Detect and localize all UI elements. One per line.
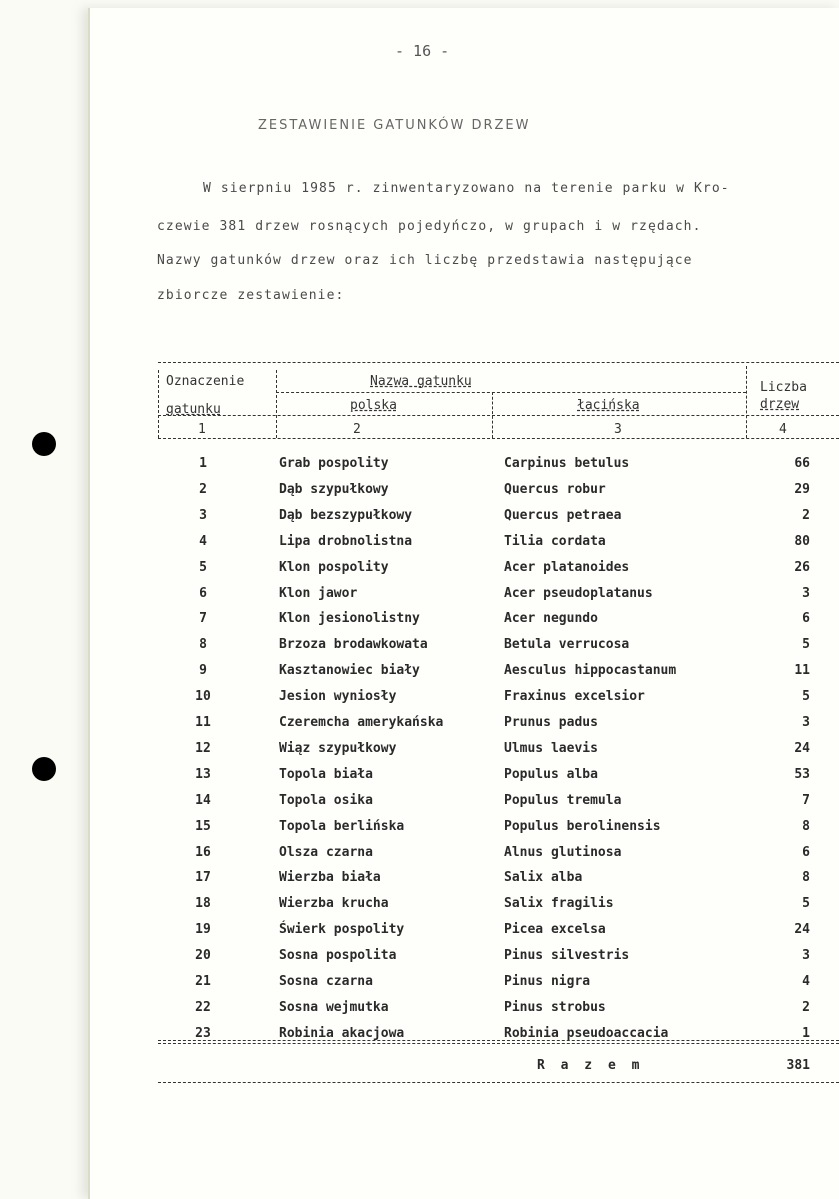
punch-hole xyxy=(32,432,56,456)
species-number: 9 xyxy=(199,663,207,679)
species-number: 20 xyxy=(195,948,211,964)
polish-name: Świerk pospolity xyxy=(279,922,405,938)
polish-name: Klon pospolity xyxy=(279,559,389,575)
intro-line: W sierpniu 1985 r. zinwentaryzowano na terenie parku w Kro- xyxy=(203,181,730,196)
table-header-rule xyxy=(158,438,839,439)
tree-count: 3 xyxy=(802,585,810,601)
polish-name: Wierzba biała xyxy=(279,870,381,886)
species-number: 15 xyxy=(195,818,211,834)
species-number: 18 xyxy=(195,896,211,912)
species-number: 17 xyxy=(195,870,211,886)
table-row xyxy=(0,508,839,534)
latin-name: Populus alba xyxy=(504,766,598,782)
species-number: 22 xyxy=(195,999,211,1015)
polish-name: Jesion wyniosły xyxy=(279,689,397,705)
table-row xyxy=(0,560,839,586)
table-row xyxy=(0,663,839,689)
header-col-number: 2 xyxy=(353,422,361,437)
table-row xyxy=(0,845,839,871)
tree-count: 11 xyxy=(794,663,810,679)
tree-count: 5 xyxy=(802,689,810,705)
header-latin: łacińska xyxy=(577,398,640,413)
latin-name: Tilia cordata xyxy=(504,533,606,549)
polish-name: Topola osika xyxy=(279,792,373,808)
latin-name: Carpinus betulus xyxy=(504,456,630,471)
header-count: Liczba xyxy=(760,380,807,395)
latin-name: Pinus nigra xyxy=(504,974,591,989)
table-row xyxy=(0,1000,839,1026)
table-col-rule xyxy=(746,366,747,438)
table-col-rule xyxy=(158,370,159,438)
tree-count: 6 xyxy=(802,844,810,860)
polish-name: Klon jawor xyxy=(279,585,358,601)
latin-name: Populus berolinensis xyxy=(504,818,661,834)
table-row xyxy=(0,534,839,560)
table-row xyxy=(0,715,839,741)
polish-name: Klon jesionolistny xyxy=(279,611,420,627)
polish-name: Sosna pospolita xyxy=(279,948,397,964)
tree-count: 80 xyxy=(794,533,810,549)
species-number: 1 xyxy=(199,456,207,471)
table-row xyxy=(0,974,839,1000)
latin-name: Prunus padus xyxy=(504,715,598,730)
tree-count: 29 xyxy=(794,481,810,497)
header-col-number: 1 xyxy=(198,422,206,437)
header-polish: polska xyxy=(350,398,397,413)
polish-name: Brzoza brodawkowata xyxy=(279,637,428,653)
latin-name: Populus tremula xyxy=(504,792,622,808)
table-row xyxy=(0,896,839,922)
table-col-rule xyxy=(276,370,277,438)
tree-count: 6 xyxy=(802,611,810,627)
table-row xyxy=(0,793,839,819)
tree-count: 53 xyxy=(794,766,810,782)
polish-name: Kasztanowiec biały xyxy=(279,663,420,679)
table-row xyxy=(0,948,839,974)
page-title: ZESTAWIENIE GATUNKÓW DRZEW xyxy=(258,118,531,133)
header-designation: gatunku xyxy=(166,402,221,417)
species-number: 16 xyxy=(195,844,211,860)
species-number: 10 xyxy=(195,689,211,705)
tree-count: 2 xyxy=(802,999,810,1015)
page-number: - 16 - xyxy=(395,42,450,60)
species-number: 4 xyxy=(199,533,207,549)
latin-name: Fraxinus excelsior xyxy=(504,689,645,705)
table-header-rule xyxy=(276,392,746,393)
species-number: 2 xyxy=(199,481,207,497)
table-row xyxy=(0,819,839,845)
header-col-number: 3 xyxy=(614,422,622,437)
polish-name: Sosna wejmutka xyxy=(279,999,389,1015)
polish-name: Sosna czarna xyxy=(279,974,373,989)
polish-name: Robinia akacjowa xyxy=(279,1025,405,1041)
latin-name: Acer negundo xyxy=(504,611,598,627)
polish-name: Wiąz szypułkowy xyxy=(279,740,397,756)
table-row xyxy=(0,1026,839,1052)
total-value: 381 xyxy=(786,1058,810,1073)
latin-name: Alnus glutinosa xyxy=(504,844,622,860)
table-row xyxy=(0,456,839,482)
species-number: 12 xyxy=(195,740,211,756)
polish-name: Topola berlińska xyxy=(279,818,405,834)
header-designation: Oznaczenie xyxy=(166,374,245,389)
tree-count: 8 xyxy=(802,870,810,886)
intro-line: czewie 381 drzew rosnących pojedyńczo, w grupach i w rzędach. xyxy=(157,219,702,234)
latin-name: Pinus strobus xyxy=(504,999,606,1015)
tree-count: 3 xyxy=(802,948,810,964)
header-col-number: 4 xyxy=(779,422,787,437)
table-col-rule xyxy=(492,392,493,438)
species-number: 3 xyxy=(199,507,207,523)
species-number: 21 xyxy=(195,974,211,989)
latin-name: Betula verrucosa xyxy=(504,637,630,653)
intro-line: Nazwy gatunków drzew oraz ich liczbę przedstawia następujące xyxy=(157,253,693,268)
latin-name: Salix fragilis xyxy=(504,896,614,912)
tree-count: 24 xyxy=(794,922,810,938)
table-row xyxy=(0,870,839,896)
species-number: 8 xyxy=(199,637,207,653)
table-row xyxy=(0,922,839,948)
table-row xyxy=(0,689,839,715)
species-number: 6 xyxy=(199,585,207,601)
tree-count: 7 xyxy=(802,792,810,808)
species-number: 23 xyxy=(195,1025,211,1041)
polish-name: Grab pospolity xyxy=(279,456,389,471)
polish-name: Olsza czarna xyxy=(279,844,373,860)
header-species-name: Nazwa gatunku xyxy=(370,374,472,389)
species-number: 19 xyxy=(195,922,211,938)
tree-count: 3 xyxy=(802,715,810,730)
polish-name: Dąb szypułkowy xyxy=(279,481,389,497)
table-row xyxy=(0,611,839,637)
species-number: 13 xyxy=(195,766,211,782)
latin-name: Picea excelsa xyxy=(504,922,606,938)
table-header-rule xyxy=(158,415,839,416)
tree-count: 4 xyxy=(802,974,810,989)
species-number: 7 xyxy=(199,611,207,627)
table-row xyxy=(0,586,839,612)
species-number: 14 xyxy=(195,792,211,808)
latin-name: Salix alba xyxy=(504,870,583,886)
latin-name: Acer platanoides xyxy=(504,559,630,575)
tree-count: 5 xyxy=(802,896,810,912)
latin-name: Robinia pseudoaccacia xyxy=(504,1025,669,1041)
intro-line: zbiorcze zestawienie: xyxy=(157,288,345,303)
tree-count: 8 xyxy=(802,818,810,834)
header-count: drzew xyxy=(760,397,800,412)
tree-count: 2 xyxy=(802,507,810,523)
tree-count: 1 xyxy=(802,1025,810,1041)
tree-count: 24 xyxy=(794,740,810,756)
polish-name: Lipa drobnolistna xyxy=(279,533,413,549)
tree-count: 5 xyxy=(802,637,810,653)
latin-name: Quercus petraea xyxy=(504,507,622,523)
latin-name: Acer pseudoplatanus xyxy=(504,585,653,601)
latin-name: Ulmus laevis xyxy=(504,740,598,756)
polish-name: Wierzba krucha xyxy=(279,896,389,912)
total-label: R a z e m xyxy=(537,1058,644,1073)
table-row xyxy=(0,767,839,793)
table-row xyxy=(0,741,839,767)
latin-name: Aesculus hippocastanum xyxy=(504,663,677,679)
table-top-rule xyxy=(158,362,839,363)
table-bottom-rule xyxy=(158,1082,839,1083)
polish-name: Czeremcha amerykańska xyxy=(279,715,444,730)
latin-name: Pinus silvestris xyxy=(504,948,630,964)
species-number: 5 xyxy=(199,559,207,575)
species-number: 11 xyxy=(195,715,211,730)
polish-name: Topola biała xyxy=(279,766,373,782)
tree-count: 66 xyxy=(794,456,810,471)
tree-count: 26 xyxy=(794,559,810,575)
table-row xyxy=(0,482,839,508)
table-row xyxy=(0,637,839,663)
polish-name: Dąb bezszypułkowy xyxy=(279,507,413,523)
latin-name: Quercus robur xyxy=(504,481,606,497)
